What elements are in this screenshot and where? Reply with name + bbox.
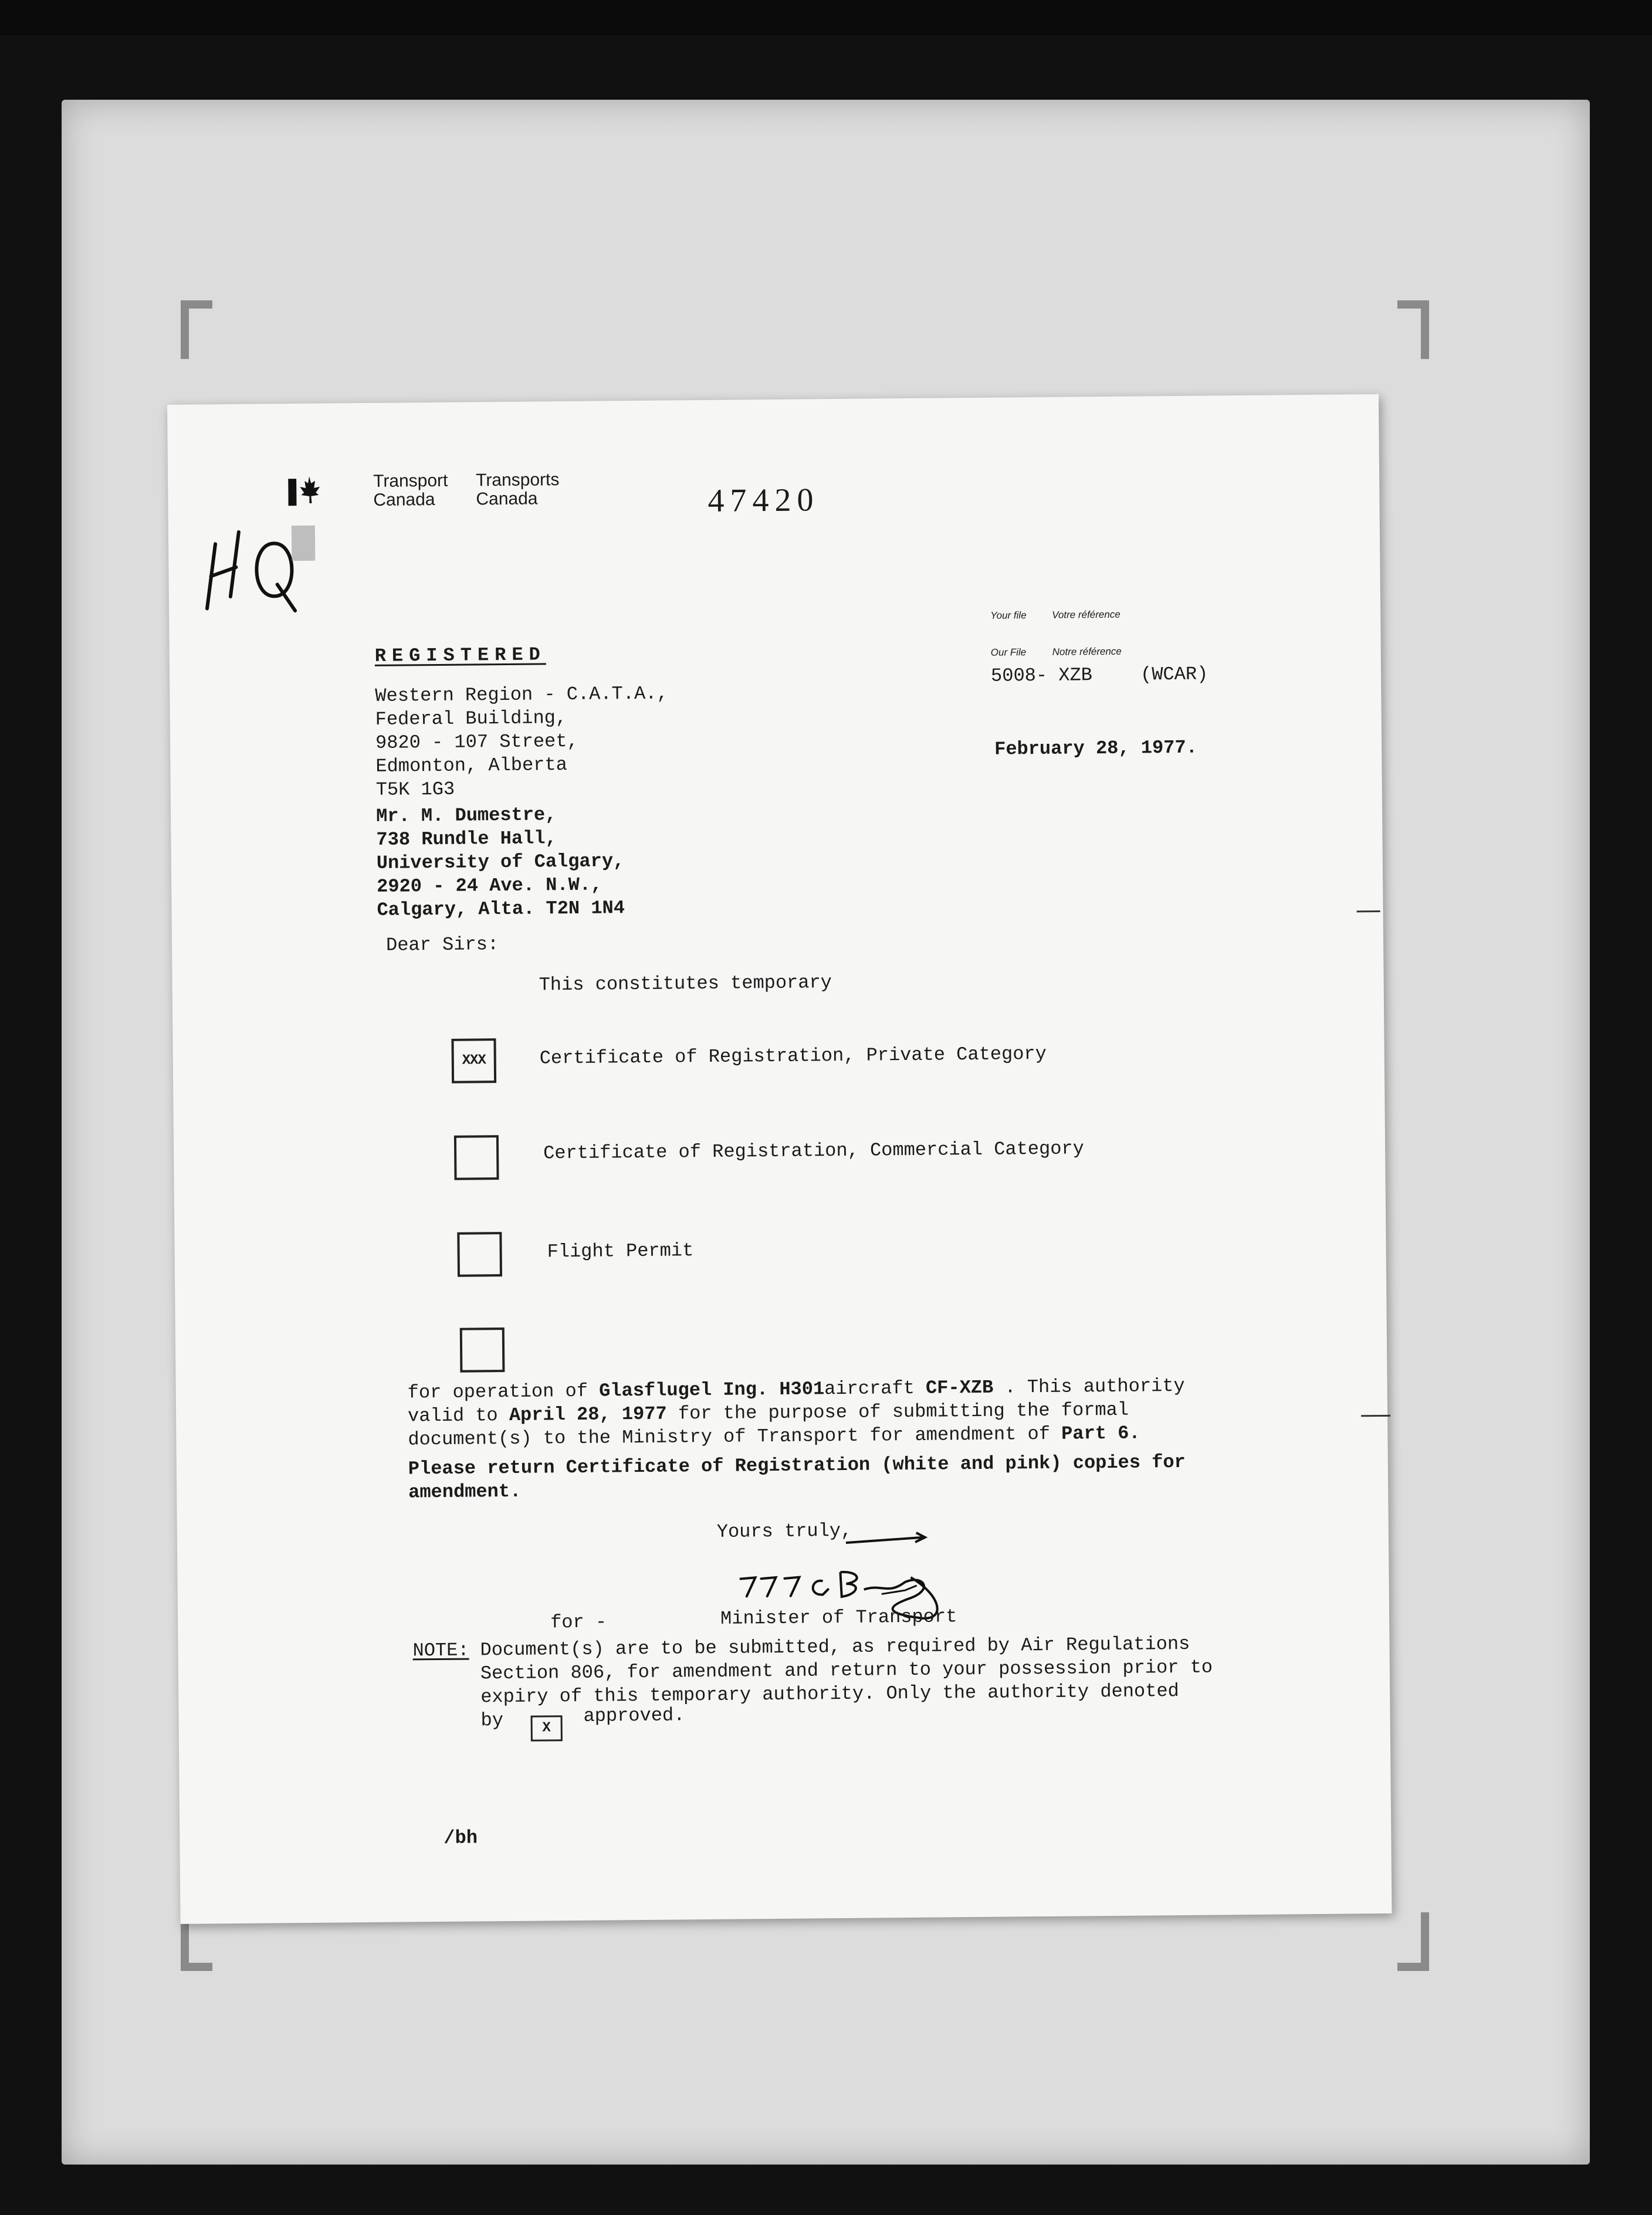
sender-address-line: Federal Building, xyxy=(375,707,567,730)
votre-reference-label: Votre référence xyxy=(1052,608,1120,621)
note-line-4-by: by xyxy=(480,1709,504,1732)
closing: Yours truly, xyxy=(716,1519,852,1543)
recipient-address-line: 738 Rundle Hall, xyxy=(376,827,557,851)
note-line-1: Document(s) are to be submitted, as required by Air Regulations xyxy=(480,1633,1190,1661)
crop-mark-bottom-right xyxy=(1397,1912,1429,1971)
valid-to-date: April 28, 1977 xyxy=(509,1403,667,1426)
instruction-line-2: amendment. xyxy=(408,1480,522,1503)
sender-address-line: Western Region - C.A.T.A., xyxy=(375,682,668,707)
canada-flag-icon xyxy=(288,474,321,510)
film-strip-top xyxy=(0,0,1652,35)
our-file-number: 5008- XZB xyxy=(990,664,1093,687)
handwritten-note-text xyxy=(173,416,174,417)
your-file-label: Your file xyxy=(990,609,1027,621)
recipient-address-line: University of Calgary, xyxy=(376,850,625,874)
sender-address-line: 9820 - 107 Street, xyxy=(375,730,578,754)
option-blank-checkbox[interactable] xyxy=(460,1327,505,1373)
note-mark-box: X xyxy=(531,1715,563,1741)
typist-initials: /bh xyxy=(444,1827,478,1849)
body-text: valid to xyxy=(407,1404,498,1427)
crop-mark-top-right xyxy=(1397,300,1429,359)
note-line-3: expiry of this temporary authority. Only the authority denoted xyxy=(480,1680,1179,1708)
for-label: for - xyxy=(550,1611,607,1634)
option-private-checkbox[interactable]: XXX xyxy=(451,1038,496,1083)
recipient-address-line: Calgary, Alta. T2N 1N4 xyxy=(377,897,625,921)
option-commercial-label: Certificate of Registration, Commercial Category xyxy=(543,1137,1085,1164)
body-text: aircraft xyxy=(824,1377,915,1400)
instruction-line-1: Please return Certificate of Registration (white and pink) copies for xyxy=(408,1451,1186,1480)
aircraft-type: Glasflugel Ing. H301 xyxy=(598,1378,825,1402)
agency-name-en xyxy=(373,472,448,510)
handwritten-hq-note xyxy=(204,508,322,615)
letter-page xyxy=(167,394,1392,1924)
note-line-4-approved: approved. xyxy=(583,1704,685,1727)
option-flight-permit-label: Flight Permit xyxy=(547,1239,694,1263)
body-text: for the purpose of submitting the formal xyxy=(678,1398,1129,1425)
sender-address xyxy=(375,682,669,802)
aircraft-registration: CF-XZB xyxy=(925,1376,994,1399)
crop-mark-top-left xyxy=(181,300,212,359)
body-text: . This authority xyxy=(1004,1374,1185,1398)
agency-en-line1: Transport xyxy=(373,470,448,491)
edge-mark xyxy=(1357,910,1380,912)
option-flight-permit-checkbox[interactable] xyxy=(457,1232,502,1277)
salutation: Dear Sirs: xyxy=(385,933,499,956)
option-commercial-checkbox[interactable] xyxy=(454,1135,499,1180)
mail-type-registered: REGISTERED xyxy=(374,643,546,667)
signatory-title: Minister of Transport xyxy=(720,1606,957,1630)
agency-fr-line2: Canada xyxy=(476,489,538,509)
agency-name-fr xyxy=(476,470,560,509)
option-private-label: Certificate of Registration, Private Category xyxy=(539,1042,1047,1069)
sender-address-line: Edmonton, Alberta xyxy=(375,754,567,777)
intro-text: This constitutes temporary xyxy=(539,971,832,996)
recipient-address xyxy=(376,802,625,922)
region-code: (WCAR) xyxy=(1140,663,1208,686)
amendment-part: Part 6. xyxy=(1061,1422,1140,1445)
letter-date: February 28, 1977. xyxy=(994,736,1197,760)
agency-en-line2: Canada xyxy=(373,490,435,510)
body-text: for operation of xyxy=(407,1380,588,1404)
recipient-address-line: 2920 - 24 Ave. N.W., xyxy=(377,873,602,897)
body-text: document(s) to the Ministry of Transport for amendment of xyxy=(408,1423,1051,1451)
edge-mark xyxy=(1361,1415,1390,1417)
agency-fr-line1: Transports xyxy=(476,470,560,490)
notre-reference-label: Notre référence xyxy=(1052,645,1122,658)
note-line-2: Section 806, for amendment and return to your possession prior to xyxy=(480,1656,1213,1685)
our-file-label: Our File xyxy=(990,646,1027,658)
note-label: NOTE: xyxy=(412,1639,469,1662)
recipient-address-line: Mr. M. Dumestre, xyxy=(375,804,557,827)
frame-number: 47420 xyxy=(707,482,820,519)
sender-address-line: T5K 1G3 xyxy=(375,778,455,801)
